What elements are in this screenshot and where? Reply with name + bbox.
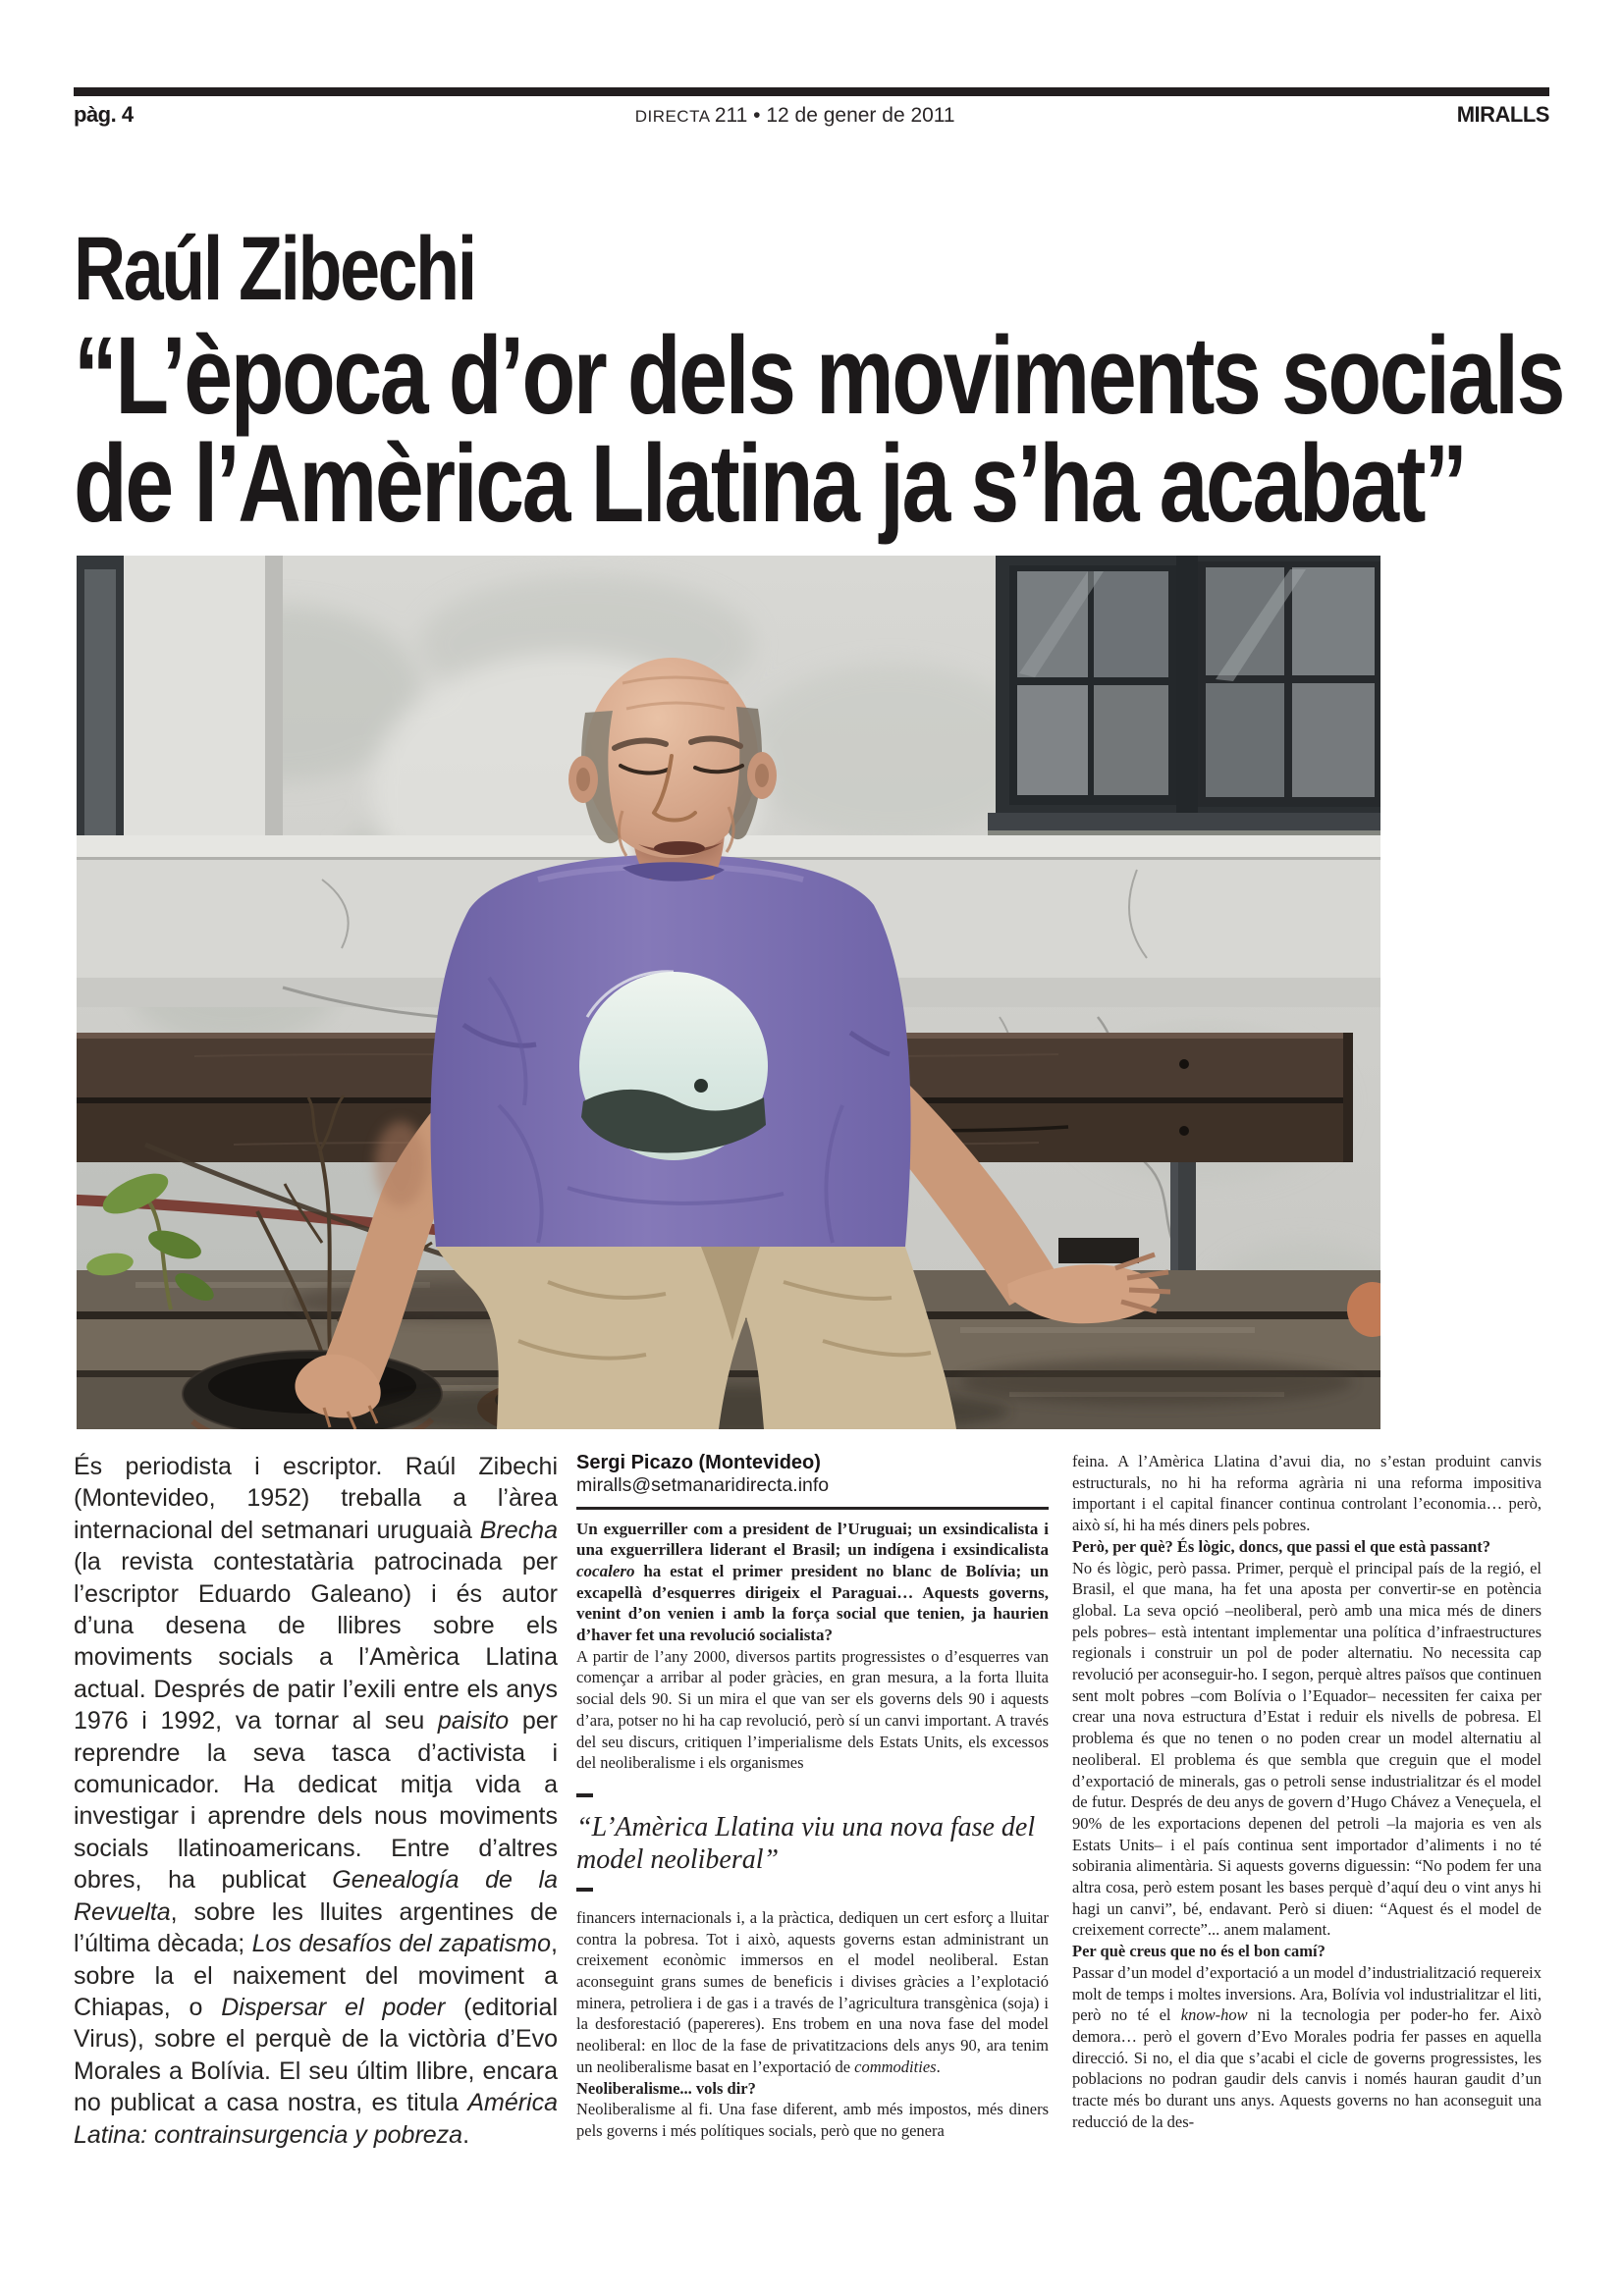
question-subhead-1: Neoliberalisme... vols dir? bbox=[576, 2078, 756, 2098]
section-label: MIRALLS bbox=[1456, 102, 1549, 127]
byline-rule bbox=[576, 1507, 1049, 1510]
issue-info: DIRECTA 211 • 12 de gener de 2011 bbox=[634, 104, 955, 127]
answer-paragraph-5: No és lògic, però passa. Primer, perquè el principal país de la regió, el Brasil, el que mana, ha fet una aposta per convertir-se en potència global. La seva opció –neoliberal, però amb una mica més de diners pels pobres– està intentant implementar una política d’infraestructures regionals i construir un pol de poder alternatiu. No necessita cap revolució per aconseguir-ho. I segon, perquè altres països que continuen sent molt pobres –com Bolívia o l’Equador– necessiten fer caixa per crear una nova estructura d’Estat i reduir els nivells de pobresa. El problema és que no tenen o no poden crear un model alternatiu al neoliberal. El problema és que sembla que creguin que el model d’exportació de minerals, gas o petroli sense industrialitzar és el model de futur. Després de deu anys de govern d’Hugo Chávez a Veneçuela, el 90% de les exportacions depenen del petroli –la majoria es ven als Estats Units– i el país continua sent importador d’aliments i no té sobirania alimentària. Si aquests governs diguessin: “No podem fer una altra cosa, però estem posant les bases perquè d’aquí deu o vint anys hi hagi un canvi”, bé, endavant. Però si diuen: “Aquest és el model de creixement correcte”... anem malament. bbox=[1072, 1558, 1542, 1940]
byline-email: miralls@setmanaridirecta.info bbox=[576, 1474, 830, 1496]
byline-author: Sergi Picazo (Montevideo) bbox=[576, 1452, 821, 1473]
intro-paragraph: És periodista i escriptor. Raúl Zibechi (Montevideo, 1952) treballa a l’àrea internacional del setmanari uruguaià Brecha (la revista contestatària patrocinada per l’escriptor Eduardo Galeano) i és autor d’una desena de llibres sobre els moviments socials a l’Amèrica Llatina actual. Després de patir l’exili entre els anys 1976 i 1992, va tornar al seu paisito per reprendre la seva tasca d’activista i comunicador. Ha dedicat mitja vida a investigar i aprendre dels nous moviments socials llatinoamericans. Entre d’altres obres, ha publicat Genealogía de la Revuelta, sobre les lluites argentines de l’última dècada; Los desafíos del zapatismo, sobre la el naixement del moviment a Chiapas, o Dispersar el poder (editorial Virus), sobre el perquè de la victòria d’Evo Morales a Bolívia. El seu últim llibre, encara no publicat a casa nostra, es titula América Latina: contrainsurgencia y pobreza. bbox=[74, 1453, 559, 2149]
pull-quote-dash-bottom bbox=[576, 1888, 593, 1892]
headline-quote-line-1: “L’època d’or dels moviments socials bbox=[74, 314, 1563, 437]
interview-photo-art bbox=[77, 556, 1380, 1429]
article-column-middle bbox=[576, 1451, 1049, 2142]
pull-quote-text: “L’Amèrica Llatina viu una nova fase del model neoliberal” bbox=[576, 1811, 1036, 1875]
photo-window-left bbox=[77, 556, 124, 880]
pull-quote bbox=[576, 1793, 1049, 1892]
headline-quote bbox=[74, 314, 1623, 545]
question-subhead-2: Però, per què? És lògic, doncs, que passi el que està passant? bbox=[1072, 1536, 1490, 1556]
header-rule bbox=[74, 87, 1549, 96]
headline-quote-line-2: de l’Amèrica Llatina ja s’ha acabat” bbox=[74, 422, 1466, 545]
photo-window-right bbox=[988, 556, 1380, 835]
answer-paragraph-2: financers internacionals i, a la pràctica, dediquen un cert esforç a lluitar contra la pobresa. Tot i això, aquests governs estan administrant un creixement econòmic immersos en el model neoliberal. Estan aconseguint grans sumes de beneficis i divises gràcies a l’explotació minera, petroliera i de gas i a través de l’agricultura transgènica (soja) i la desforestació (papereres). Ens trobem en una nova fase del model neoliberal: en lloc de la fase de privatitzacions dels anys 90, ara tenim un neoliberalisme basat en l’exportació de commodities. bbox=[576, 1907, 1049, 2076]
answer-paragraph-3: Neoliberalisme al fi. Una fase diferent, amb més impostos, més diners pels governs i més polítiques socials, però que no genera bbox=[576, 2100, 1049, 2140]
pull-quote-dash-top bbox=[576, 1793, 593, 1797]
masthead bbox=[74, 102, 1549, 128]
headline bbox=[74, 219, 1623, 545]
article-column-right bbox=[1072, 1451, 1542, 2133]
question-subhead-3: Per què creus que no és el bon camí? bbox=[1072, 1942, 1325, 1961]
lead-question: Un exguerriller com a president de l’Uruguai; un exsindicalista i una exguerrillera liderant el Brasil; un indígena i exsindicalista cocalero ha estat el primer president no blanc de Bolívia; un excapellà d’esquerres dirigeix el Paraguai… Aquests governs, venint d’on venien i amb la força social que tenien, ja haurien d’haver fet una revolució socialista? bbox=[576, 1519, 1049, 1645]
answer-paragraph-4: feina. A l’Amèrica Llatina d’avui dia, no s’estan produint canvis estructurals, no hi ha reforma agrària ni una reforma impositiva important i el capital financer continua controlant l’economia… però, això sí, hi ha més diners pels pobres. bbox=[1072, 1452, 1542, 1535]
headline-kicker: Raúl Zibechi bbox=[74, 219, 475, 319]
answer-paragraph-1: A partir de l’any 2000, diversos partits progressistes o d’esquerres van començar a arribar al poder gràcies, en gran mesura, a la forta lluita social dels 90. Si un mira el que van ser els governs dels 90 i aquests d’ara, potser no hi ha cap revolució, però sí un canvi important. A través del seu discurs, critiquen l’imperialisme dels Estats Units, els excessos del neoliberalisme i els organismes bbox=[576, 1646, 1049, 1773]
answer-paragraph-6: Passar d’un model d’exportació a un model d’industrialització requereix molt de temps i moltes inversions. Ara, Bolívia vol industrialitzar el liti, però no té el know-how ni la tecnologia per poder-ho fer. Això demora… però el govern d’Evo Morales podria fer passes en aquella direcció. Si no, el dia que s’acabi el cicle de governs progressistes, les poblacions no podran gaudir dels canvis i només hauran gaudit d’un tracte més bo durant uns anys. Aquests governs no han aconseguit una reducció de la des- bbox=[1072, 1962, 1542, 2131]
interview-photo bbox=[77, 556, 1380, 1429]
page-number: pàg. 4 bbox=[74, 102, 134, 127]
